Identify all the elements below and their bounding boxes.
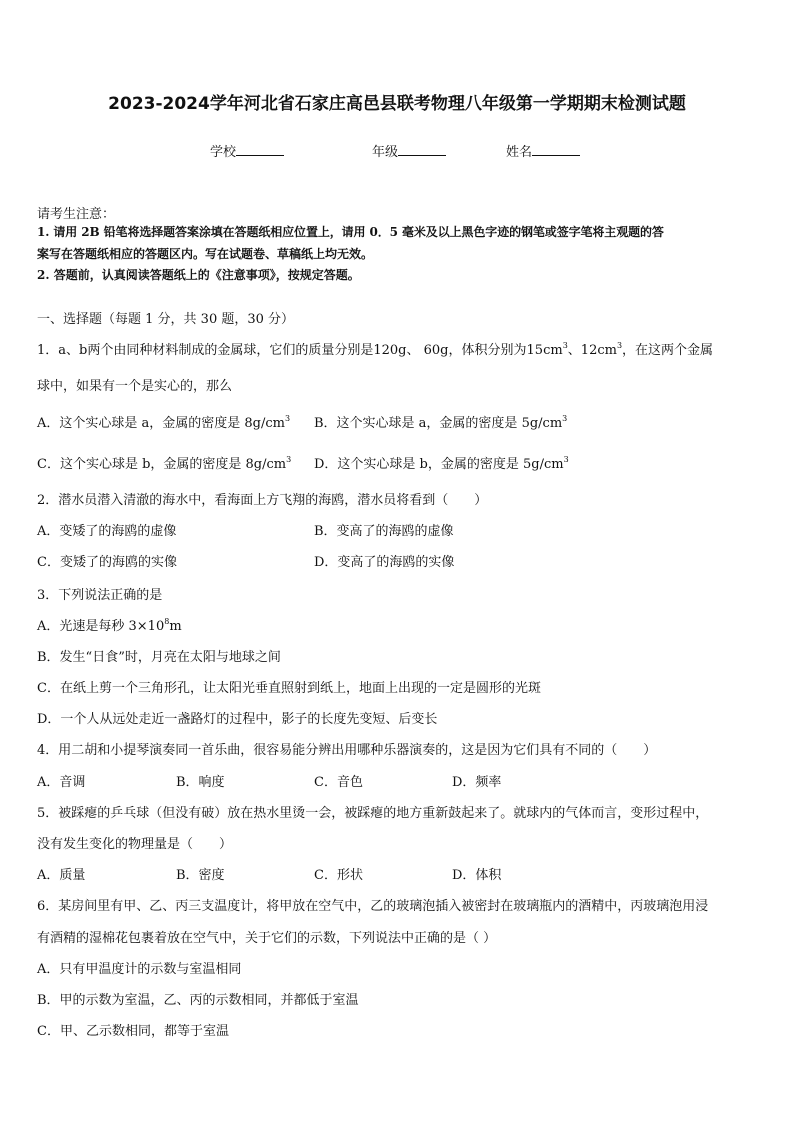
q4-option-b: B．响度 — [176, 775, 225, 790]
q5-stem-line-1: 5．被踩瘪的乒乓球（但没有破）放在热水里烫一会，被踩瘪的地方重新鼓起来了。就球内的气体而言，变形过程中， — [37, 806, 709, 821]
school-blank — [236, 143, 284, 156]
q1-option-a: A．这个实心球是 a，金属的密度是 $8g/cm^3$ — [37, 414, 291, 431]
q2-option-a: A．变矮了的海鸥的虚像 — [37, 524, 177, 539]
q6-option-a: A．只有甲温度计的示数与室温相同 — [37, 962, 242, 977]
q3-stem: 3．下列说法正确的是 — [37, 588, 163, 603]
notice-line-2: 案写在答题纸相应的答题区内。写在试题卷、草稿纸上均无效。 — [37, 247, 374, 261]
q3-option-b: B．发生“日食”时，月亮在太阳与地球之间 — [37, 650, 281, 665]
q1-option-c: C．这个实心球是 b，金属的密度是 $8g/cm^3$ — [37, 455, 292, 472]
school-field — [210, 141, 284, 160]
q6-option-c: C．甲、乙示数相同，都等于室温 — [37, 1024, 229, 1039]
q4-stem: 4．用二胡和小提琴演奏同一首乐曲，很容易能分辨出用哪种乐器演奏的，这是因为它们具有不同的（ ） — [37, 743, 657, 758]
q2-option-c: C．变矮了的海鸥的实像 — [37, 555, 177, 570]
q2-option-d: D．变高了的海鸥的实像 — [314, 555, 455, 570]
q5-option-b: B．密度 — [176, 868, 225, 883]
q1-stem-line-1: 1．a、b两个由同种材料制成的金属球，它们的质量分别是120g、 60g，体积分别为$15cm^3$、$12cm^3$，在这两个金属 — [37, 341, 714, 358]
q5-stem-line-2: 没有发生变化的物理量是（ ） — [37, 837, 233, 852]
page-title: 2023-2024学年河北省石家庄高邑县联考物理八年级第一学期期末检测试题 — [108, 94, 686, 114]
q6-stem-line-2: 有酒精的湿棉花包裹着放在空气中，关于它们的示数，下列说法中正确的是（ ） — [37, 931, 497, 946]
grade-label: 年级 — [372, 145, 399, 160]
notice-line-1: 1. 请用 2B 铅笔将选择题答案涂填在答题纸相应位置上，请用 0．5 毫米及以上黑色字迹的钢笔或签字笔将主观题的答 — [37, 225, 664, 239]
q5-option-a: A．质量 — [37, 868, 86, 883]
grade-blank — [398, 143, 446, 156]
name-blank — [532, 143, 580, 156]
notice-line-3: 2. 答题前，认真阅读答题纸上的《注意事项》，按规定答题。 — [37, 268, 360, 282]
notice-heading: 请考生注意： — [37, 207, 116, 222]
q1-option-d: D．这个实心球是 b，金属的密度是 $5g/cm^3$ — [314, 455, 569, 472]
q4-option-a: A．音调 — [37, 775, 86, 790]
q1-option-b: B．这个实心球是 a，金属的密度是 $5g/cm^3$ — [314, 414, 568, 431]
q5-option-c: C．形状 — [314, 868, 363, 883]
q3-option-c: C．在纸上剪一个三角形孔，让太阳光垂直照射到纸上，地面上出现的一定是圆形的光斑 — [37, 681, 541, 696]
q3-option-a: A．光速是每秒 $3\times 10^8m$ — [37, 617, 182, 634]
q4-option-d: D．频率 — [452, 775, 502, 790]
name-label: 姓名 — [506, 145, 533, 160]
q4-option-c: C．音色 — [314, 775, 363, 790]
q6-stem-line-1: 6．某房间里有甲、乙、丙三支温度计，将甲放在空气中，乙的玻璃泡插入被密封在玻璃瓶内的酒精中，丙玻璃泡用浸 — [37, 899, 709, 914]
q3-option-d: D．一个人从远处走近一盏路灯的过程中，影子的长度先变短、后变长 — [37, 712, 438, 727]
q2-stem: 2．潜水员潜入清澈的海水中，看海面上方飞翔的海鸥，潜水员将看到（ ） — [37, 493, 488, 508]
q6-option-b: B．甲的示数为室温，乙、丙的示数相同，并都低于室温 — [37, 993, 359, 1008]
section-heading: 一、选择题（每题 1 分，共 30 题，30 分） — [37, 312, 295, 327]
q1-stem-line-2: 球中，如果有一个是实心的，那么 — [37, 379, 233, 394]
name-field — [506, 141, 580, 160]
school-label: 学校 — [210, 145, 237, 160]
q5-option-d: D．体积 — [452, 868, 502, 883]
grade-field — [372, 141, 446, 160]
q2-option-b: B．变高了的海鸥的虚像 — [314, 524, 454, 539]
